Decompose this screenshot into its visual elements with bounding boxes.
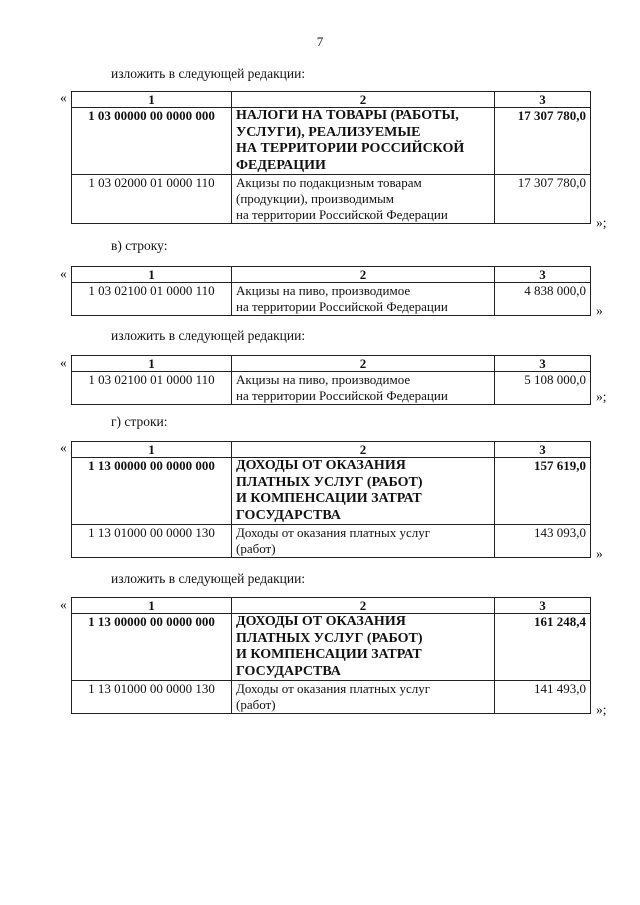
income-name [232, 283, 495, 316]
header-col-3: 3 [495, 92, 591, 108]
amount: 4 838 000,0 [495, 283, 591, 316]
name-line: Акцизы на пиво, производимое [236, 283, 411, 298]
amount: 17 307 780,0 [495, 175, 591, 224]
header-col-3: 3 [495, 267, 591, 283]
budget-table-1 [71, 91, 591, 224]
name-line: И КОМПЕНСАЦИИ ЗАТРАТ [236, 491, 422, 506]
header-col-1: 1 [72, 92, 232, 108]
name-line: ДОХОДЫ ОТ ОКАЗАНИЯ [236, 614, 406, 629]
amount: 17 307 780,0 [495, 108, 591, 175]
name-line: Акцизы на пиво, производимое [236, 372, 411, 387]
name-line: Доходы от оказания платных услуг [236, 525, 431, 540]
budget-code: 1 13 00000 00 0000 000 [72, 614, 232, 681]
name-line: (работ) [236, 697, 276, 712]
income-name [232, 681, 495, 714]
budget-code: 1 03 00000 00 0000 000 [72, 108, 232, 175]
budget-code: 1 13 00000 00 0000 000 [72, 458, 232, 525]
header-col-2: 2 [232, 267, 495, 283]
instruction-text: изложить в следующей редакции: [111, 571, 306, 586]
header-col-2: 2 [232, 442, 495, 458]
name-line: УСЛУГИ), РЕАЛИЗУЕМЫЕ [236, 124, 421, 140]
table-header-row [72, 92, 591, 108]
table-row [72, 175, 591, 224]
income-name [232, 108, 495, 175]
instruction-text: изложить в следующей редакции: [111, 66, 306, 81]
header-col-2: 2 [232, 598, 495, 614]
header-col-1: 1 [72, 267, 232, 283]
budget-code: 1 13 01000 00 0000 130 [72, 681, 232, 714]
budget-table-5 [71, 597, 591, 714]
budget-code: 1 03 02100 01 0000 110 [72, 372, 232, 405]
income-name [232, 372, 495, 405]
name-line: на территории Российской Федерации [236, 299, 448, 314]
name-line: ПЛАТНЫХ УСЛУГ (РАБОТ) [236, 474, 423, 490]
budget-code: 1 03 02100 01 0000 110 [72, 283, 232, 316]
header-col-3: 3 [495, 442, 591, 458]
page-number: 7 [316, 34, 324, 49]
table-row [72, 681, 591, 714]
amount: 157 619,0 [495, 458, 591, 525]
instruction-text: изложить в следующей редакции: [111, 328, 306, 343]
name-line: ДОХОДЫ ОТ ОКАЗАНИЯ [236, 458, 406, 473]
name-line: И КОМПЕНСАЦИИ ЗАТРАТ [236, 647, 422, 662]
table-row [72, 108, 591, 175]
open-quote: « [60, 440, 67, 455]
name-line: НА ТЕРРИТОРИИ РОССИЙСКОЙ [236, 141, 465, 156]
income-name [232, 175, 495, 224]
table-header-row [72, 267, 591, 283]
name-line: ПЛАТНЫХ УСЛУГ (РАБОТ) [236, 630, 423, 646]
close-quote: » [596, 303, 603, 318]
open-quote: « [60, 355, 67, 370]
budget-table-4 [71, 441, 591, 558]
amount: 143 093,0 [495, 525, 591, 558]
header-col-1: 1 [72, 598, 232, 614]
amount: 141 493,0 [495, 681, 591, 714]
close-quote: » [596, 546, 603, 561]
header-col-1: 1 [72, 442, 232, 458]
close-quote: »; [596, 215, 607, 230]
table-header-row [72, 442, 591, 458]
table-row [72, 283, 591, 316]
table-header-row [72, 356, 591, 372]
open-quote: « [60, 597, 67, 612]
income-name [232, 614, 495, 681]
header-col-2: 2 [232, 356, 495, 372]
table-header-row [72, 598, 591, 614]
name-line: на территории Российской Федерации [236, 207, 448, 222]
open-quote: « [60, 266, 67, 281]
name-line: Доходы от оказания платных услуг [236, 681, 431, 696]
name-line: на территории Российской Федерации [236, 388, 448, 403]
name-line: ГОСУДАРСТВА [236, 663, 341, 679]
name-line: ГОСУДАРСТВА [236, 507, 341, 523]
amount: 5 108 000,0 [495, 372, 591, 405]
header-col-3: 3 [495, 356, 591, 372]
open-quote: « [60, 90, 67, 105]
name-line: (работ) [236, 541, 276, 556]
table-row [72, 372, 591, 405]
table-row [72, 458, 591, 525]
instruction-text: в) строку: [111, 238, 168, 253]
instruction-text: г) строки: [111, 414, 168, 429]
close-quote: »; [596, 702, 607, 717]
budget-table-2 [71, 266, 591, 316]
budget-code: 1 13 01000 00 0000 130 [72, 525, 232, 558]
name-line: Акцизы по подакцизным товарам [236, 175, 422, 190]
table-row [72, 614, 591, 681]
name-line: НАЛОГИ НА ТОВАРЫ (РАБОТЫ, [236, 108, 459, 123]
header-col-2: 2 [232, 92, 495, 108]
income-name [232, 458, 495, 525]
name-line: ФЕДЕРАЦИИ [236, 157, 326, 173]
budget-code: 1 03 02000 01 0000 110 [72, 175, 232, 224]
amount: 161 248,4 [495, 614, 591, 681]
name-line: (продукции), производимым [236, 191, 395, 206]
header-col-3: 3 [495, 598, 591, 614]
table-row [72, 525, 591, 558]
budget-table-3 [71, 355, 591, 405]
income-name [232, 525, 495, 558]
header-col-1: 1 [72, 356, 232, 372]
close-quote: »; [596, 389, 607, 404]
